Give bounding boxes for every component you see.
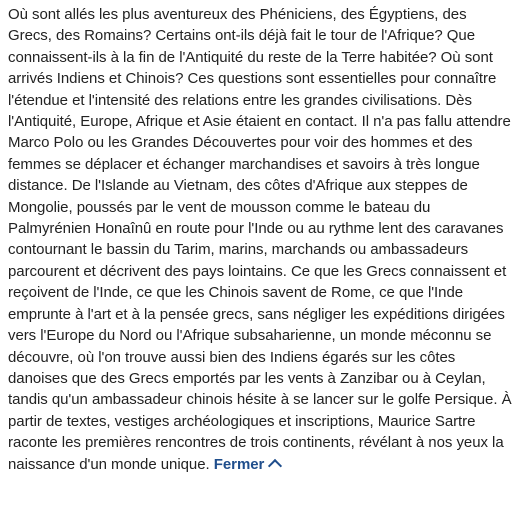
- chevron-up-icon: [268, 458, 282, 472]
- product-description: [8, 4, 512, 475]
- close-link-label: Fermer: [213, 455, 265, 473]
- description-text: Où sont allés les plus aventureux des Phéniciens, des Égyptiens, des Grecs, des Romains? Certains ont-ils déjà fait le tour de l'Afrique? Que connaissent-ils à la fin de l'Antiquité du reste de la Terre habitée? Où sont arrivés Indiens et Chinois? Ces questions sont essentielles pour connaître l'étendue et l'intensité des relations entre les grandes civilisations. Dès l'Antiquité, Europe, Afrique et Asie étaient en contact. Il n'a pas fallu attendre Marco Polo ou les Grandes Découvertes pour voir des hommes et des femmes se déplacer et échanger marchandises et savoirs à très longue distance. De l'Islande au Vietnam, des côtes d'Afrique aux steppes de Mongolie, poussés par le vent de mousson comme le bateau du Palmyrénien Honaînû en route pour l'Inde ou au rythme lent des caravanes contournant le bassin du Tarim, marins, marchands ou ambassadeurs parcourent et décrivent des pays lointains. Ce que les Grecs connaissent et reçoivent de l'Inde, ce que les Chinois savent de Rome, ce que l'Inde emprunte à l'art et à la pensée grecs, sans négliger les expéditions dirigées vers l'Europe du Nord ou l'Afrique subsaharienne, un monde méconnu se découvre, où l'on trouve aussi bien des Indiens égarés sur les côtes danoises que des Grecs emportés par les vents à Zanzibar ou à Ceylan, tandis qu'un ambassadeur chinois hésite à se lancer sur le golfe Persique. À partir de textes, vestiges archéologiques et inscriptions, Maurice Sartre raconte les premières rencontres de trois continents, révélant à nos yeux la naissance d'un monde unique.: [8, 6, 512, 473]
- description-paragraph: [8, 4, 512, 475]
- close-description-link[interactable]: [214, 456, 281, 473]
